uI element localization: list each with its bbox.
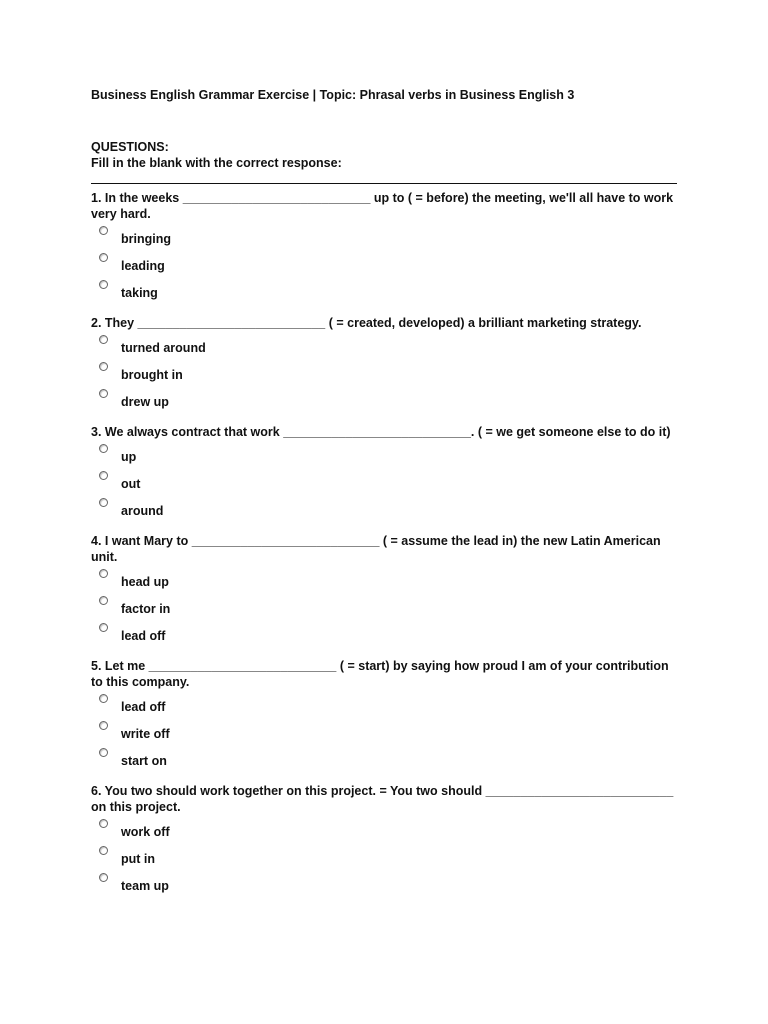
question-4 (91, 533, 678, 646)
radio-button-icon[interactable] (99, 873, 108, 882)
option-label: turned around (121, 341, 206, 355)
options-list (91, 331, 678, 412)
question-5 (91, 658, 678, 771)
radio-button-icon[interactable] (99, 819, 108, 828)
question-text: 6. You two should work together on this project. = You two should ___________________________ on this project. (91, 784, 674, 814)
option-q2-c[interactable] (91, 385, 678, 412)
option-label: write off (121, 727, 170, 741)
radio-button-icon[interactable] (99, 362, 108, 371)
option-label: factor in (121, 602, 171, 616)
option-q5-c[interactable] (91, 744, 678, 771)
question-text: 3. We always contract that work ___________________________. ( = we get someone else to do it) (91, 425, 671, 439)
option-q6-b[interactable] (91, 842, 678, 869)
option-label: taking (121, 286, 158, 300)
option-label: bringing (121, 232, 171, 246)
option-label: put in (121, 852, 156, 866)
option-q1-c[interactable] (91, 276, 678, 303)
question-1 (91, 190, 678, 303)
option-q2-b[interactable] (91, 358, 678, 385)
option-label: start on (121, 754, 167, 768)
question-text: 1. In the weeks ___________________________ up to ( = before) the meeting, we'll all have to work very hard. (91, 191, 674, 221)
question-text: 4. I want Mary to ___________________________ ( = assume the lead in) the new Latin American unit. (91, 534, 661, 564)
question-text: 2. They ___________________________ ( = created, developed) a brilliant marketing strategy. (91, 316, 642, 330)
question-text: 5. Let me ___________________________ ( = start) by saying how proud I am of your contribution to this company. (91, 659, 669, 689)
radio-button-icon[interactable] (99, 389, 108, 398)
option-label: team up (121, 879, 169, 893)
option-label: leading (121, 259, 165, 273)
radio-button-icon[interactable] (99, 569, 108, 578)
radio-button-icon[interactable] (99, 694, 108, 703)
radio-button-icon[interactable] (99, 471, 108, 480)
document-title: Business English Grammar Exercise | Topic: Phrasal verbs in Business English 3 (91, 88, 575, 102)
options-list (91, 815, 678, 896)
radio-button-icon[interactable] (99, 444, 108, 453)
option-q4-c[interactable] (91, 619, 678, 646)
option-label: work off (121, 825, 170, 839)
option-q3-b[interactable] (91, 467, 678, 494)
options-list (91, 690, 678, 771)
radio-button-icon[interactable] (99, 748, 108, 757)
question-2 (91, 315, 678, 412)
option-q1-b[interactable] (91, 249, 678, 276)
options-list (91, 565, 678, 646)
option-label: head up (121, 575, 169, 589)
instructions: Fill in the blank with the correct response: (91, 156, 342, 170)
radio-button-icon[interactable] (99, 335, 108, 344)
radio-button-icon[interactable] (99, 253, 108, 262)
divider-line (91, 183, 677, 184)
radio-button-icon[interactable] (99, 846, 108, 855)
option-label: drew up (121, 395, 169, 409)
option-q1-a[interactable] (91, 222, 678, 249)
option-q6-a[interactable] (91, 815, 678, 842)
option-q4-b[interactable] (91, 592, 678, 619)
option-q5-a[interactable] (91, 690, 678, 717)
radio-button-icon[interactable] (99, 226, 108, 235)
radio-button-icon[interactable] (99, 623, 108, 632)
radio-button-icon[interactable] (99, 280, 108, 289)
option-q4-a[interactable] (91, 565, 678, 592)
questions-list (91, 190, 678, 896)
option-q6-c[interactable] (91, 869, 678, 896)
option-label: around (121, 504, 164, 518)
question-6 (91, 783, 678, 896)
radio-button-icon[interactable] (99, 596, 108, 605)
option-label: brought in (121, 368, 183, 382)
option-label: lead off (121, 629, 166, 643)
question-3 (91, 424, 678, 521)
options-list (91, 440, 678, 521)
option-q3-c[interactable] (91, 494, 678, 521)
option-q3-a[interactable] (91, 440, 678, 467)
option-q2-a[interactable] (91, 331, 678, 358)
option-label: lead off (121, 700, 166, 714)
option-label: up (121, 450, 137, 464)
option-label: out (121, 477, 141, 491)
radio-button-icon[interactable] (99, 721, 108, 730)
radio-button-icon[interactable] (99, 498, 108, 507)
questions-heading: QUESTIONS: (91, 140, 169, 154)
options-list (91, 222, 678, 303)
option-q5-b[interactable] (91, 717, 678, 744)
